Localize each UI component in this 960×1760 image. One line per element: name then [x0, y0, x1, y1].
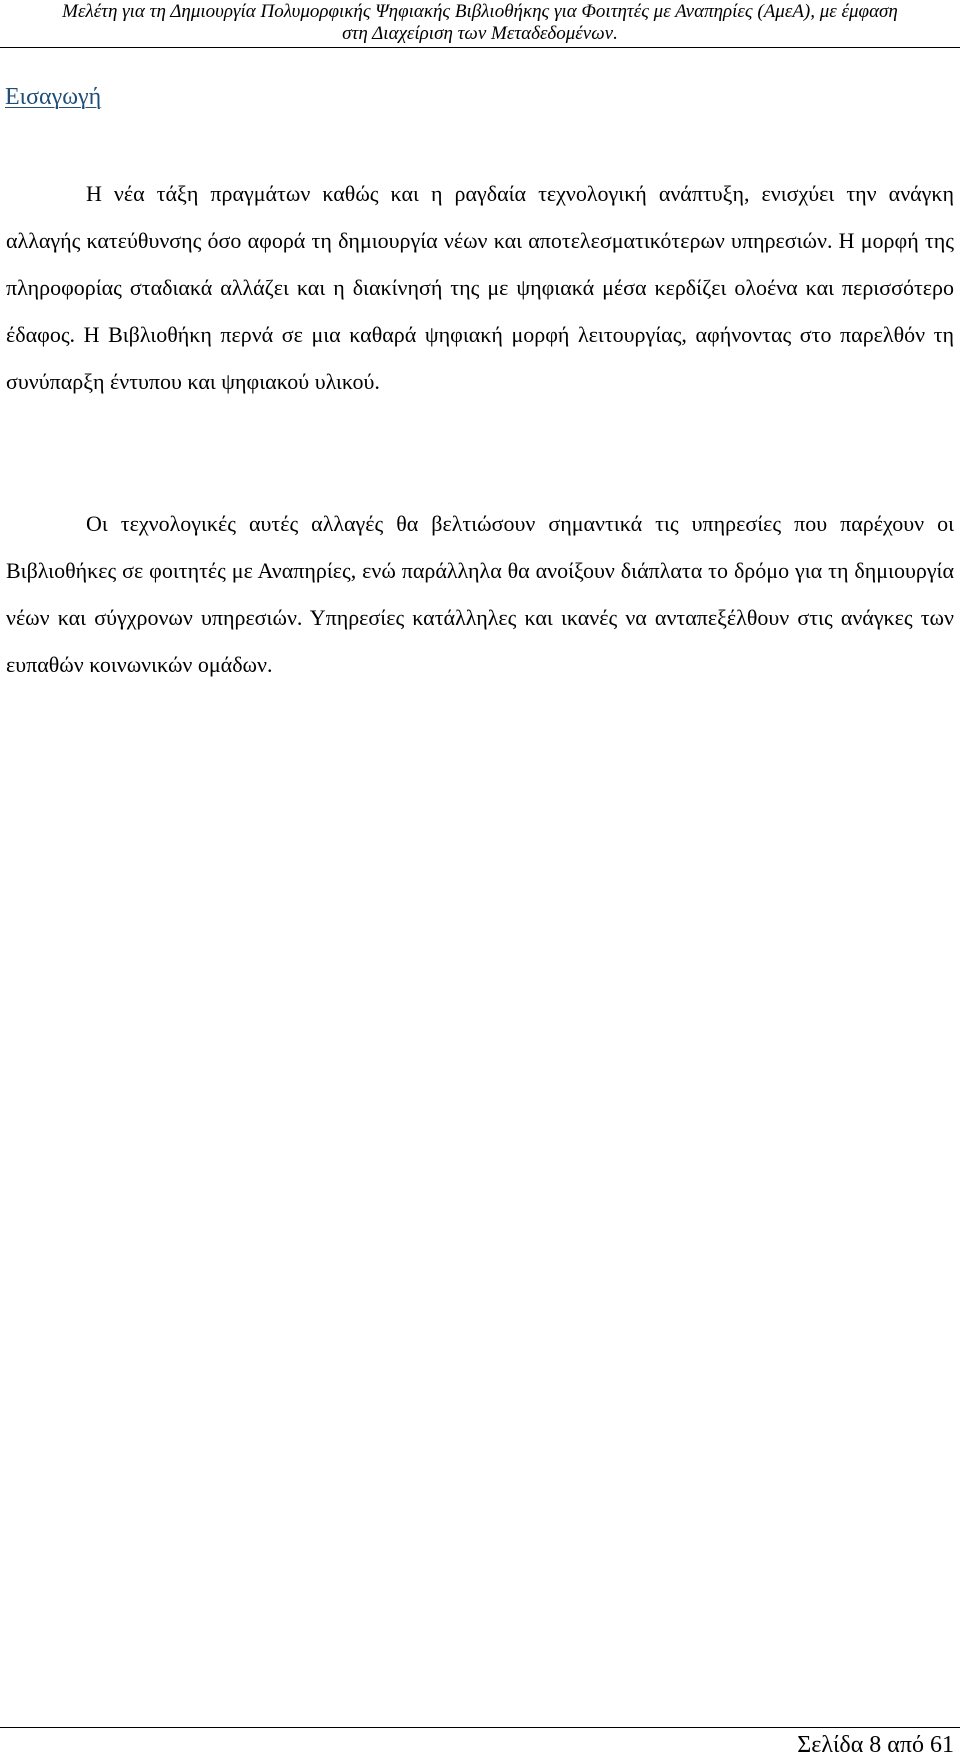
- page-number: Σελίδα 8 από 61: [797, 1732, 954, 1758]
- body-paragraph-2: Οι τεχνολογικές αυτές αλλαγές θα βελτιώσουν σημαντικά τις υπηρεσίες που παρέχουν οι Βιβλιοθήκες σε φοιτητές με Αναπηρίες, ενώ παράλληλα θα ανοίξουν διάπλατα το δρόμο για τη δημιουργία νέων και σύγχρονων υπηρεσιών. Υπηρεσίες κατάλληλες και ικανές να ανταπεξέλθουν στις ανάγκες των ευπαθών κοινωνικών ομάδων.: [6, 511, 954, 677]
- section-heading[interactable]: Εισαγωγή: [5, 84, 102, 110]
- header-divider: [0, 47, 960, 48]
- body-paragraph-1: Η νέα τάξη πραγμάτων καθώς και η ραγδαία τεχνολογική ανάπτυξη, ενισχύει την ανάγκη αλλαγής κατεύθυνσης όσο αφορά τη δημιουργία νέων και αποτελεσματικότερων υπηρεσιών. Η μορφή της πληροφορίας σταδιακά αλλάζει και η διακίνησή της με ψηφιακά μέσα κερδίζει ολοένα και περισσότερο έδαφος. Η Βιβλιοθήκη περνά σε μια καθαρά ψηφιακή μορφή λειτουργίας, αφήνοντας στο παρελθόν τη συνύπαρξη έντυπου και ψηφιακού υλικού.: [6, 181, 954, 394]
- running-header: [0, 0, 960, 48]
- footer-divider: [0, 1727, 960, 1728]
- running-header-line-1: Μελέτη για τη Δημιουργία Πολυμορφικής Ψηφιακής Βιβλιοθήκης για Φοιτητές με Αναπηρίες (ΑμεΑ), με έμφαση: [62, 1, 898, 22]
- running-header-line-2: στη Διαχείριση των Μεταδεδομένων.: [342, 23, 618, 44]
